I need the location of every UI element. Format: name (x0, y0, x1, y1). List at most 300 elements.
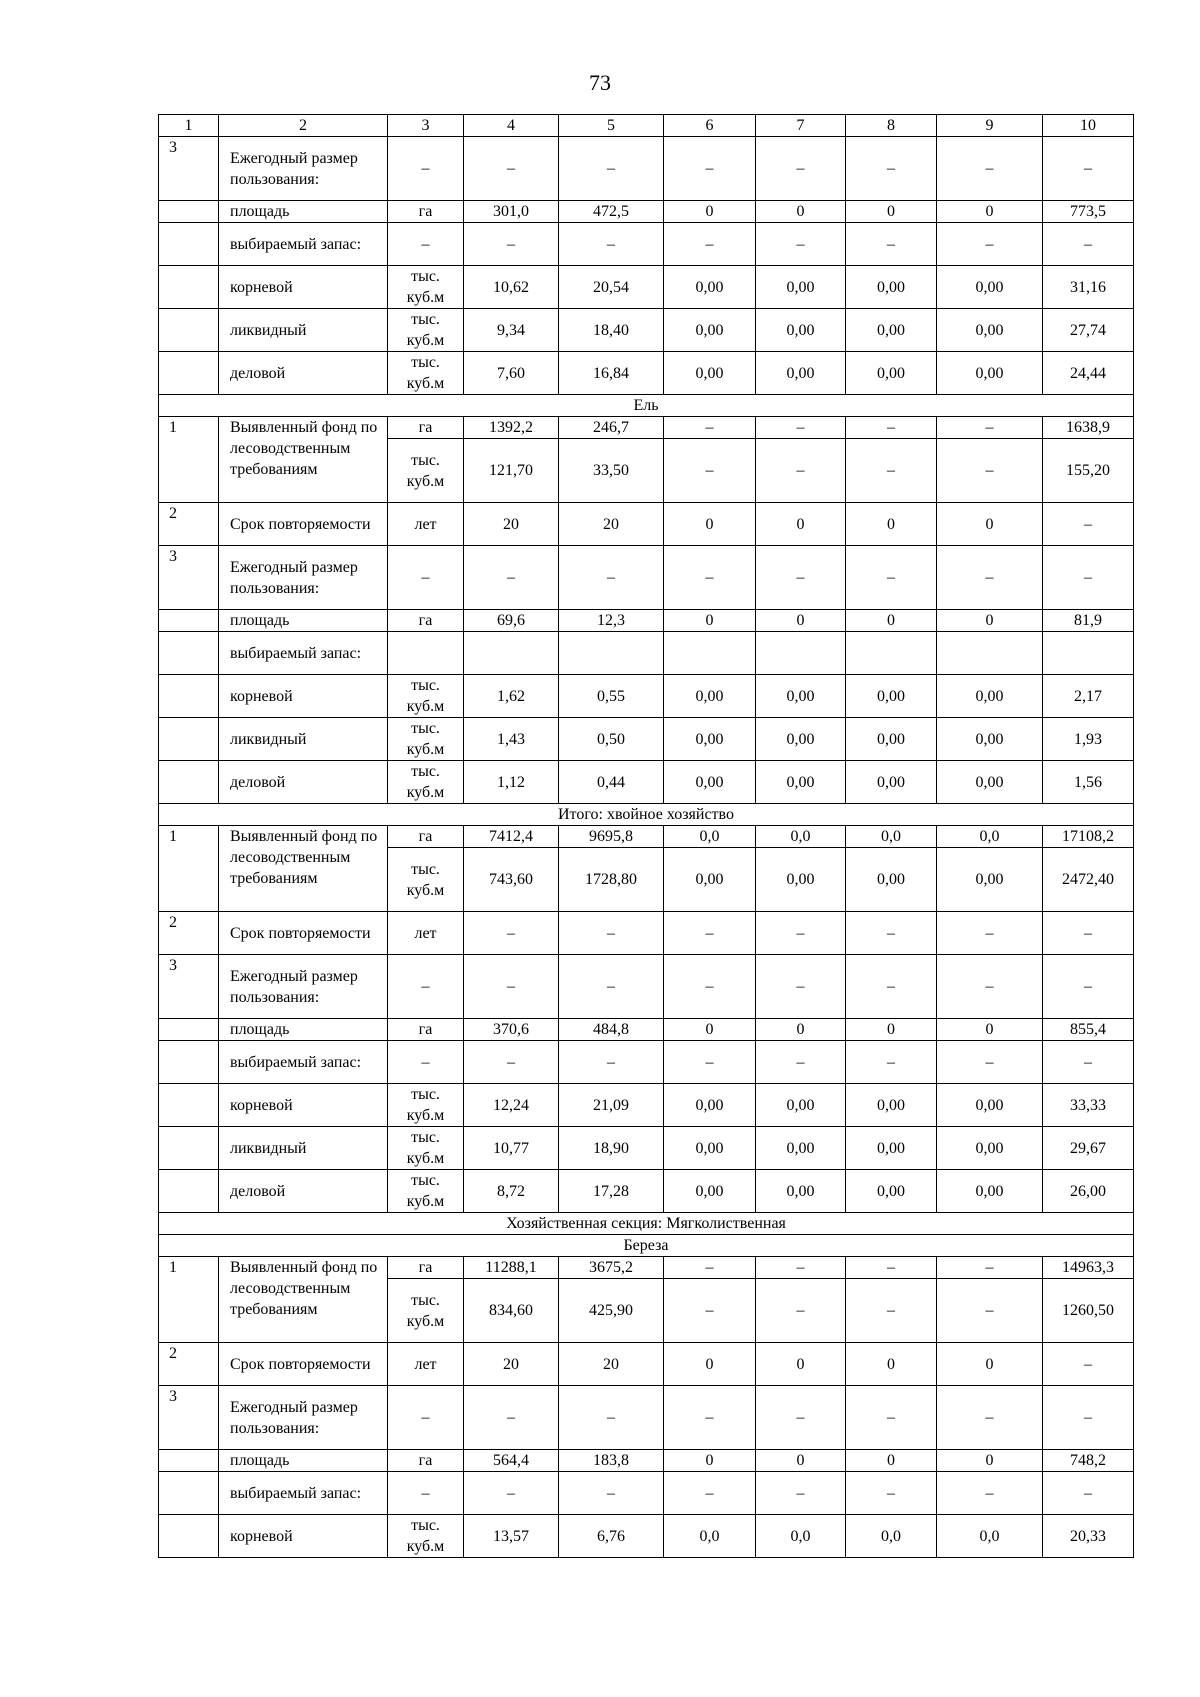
row-label-cell: площадь (219, 1450, 388, 1472)
table-row (159, 1257, 1134, 1279)
value-cell: 0,00 (937, 1170, 1043, 1213)
unit-cell: га (388, 1450, 464, 1472)
row-label-cell: корневой (219, 1515, 388, 1558)
forest-use-table (158, 114, 1134, 1558)
value-cell: 0 (664, 503, 756, 546)
value-cell: – (756, 1386, 846, 1450)
value-cell: 1728,80 (559, 848, 664, 912)
unit-cell: га (388, 610, 464, 632)
table-row (159, 826, 1134, 848)
value-cell: 0,00 (846, 848, 937, 912)
value-cell: 0 (756, 610, 846, 632)
value-cell: – (846, 912, 937, 955)
value-cell: 0,00 (846, 309, 937, 352)
row-label-cell: корневой (219, 266, 388, 309)
value-cell: 20,54 (559, 266, 664, 309)
row-label-cell: Срок повторяемости (219, 912, 388, 955)
unit-cell: тыс. куб.м (388, 266, 464, 309)
value-cell (937, 632, 1043, 675)
header-cell: 4 (464, 115, 559, 137)
value-cell: – (559, 1041, 664, 1084)
value-cell: 0 (937, 1343, 1043, 1386)
value-cell: – (664, 546, 756, 610)
row-label-cell: площадь (219, 1019, 388, 1041)
table-row (159, 137, 1134, 201)
value-cell: 1,56 (1043, 761, 1134, 804)
value-cell: – (1043, 1386, 1134, 1450)
value-cell: – (1043, 546, 1134, 610)
value-cell: 0 (846, 1450, 937, 1472)
value-cell: 183,8 (559, 1450, 664, 1472)
value-cell: 0,00 (756, 266, 846, 309)
row-number-cell: 3 (159, 1386, 219, 1450)
unit-cell: – (388, 223, 464, 266)
value-cell: 33,50 (559, 439, 664, 503)
table-row (159, 546, 1134, 610)
value-cell: – (464, 1386, 559, 1450)
value-cell: 0 (937, 503, 1043, 546)
value-cell: – (1043, 137, 1134, 201)
value-cell: 370,6 (464, 1019, 559, 1041)
row-label-cell: Ежегодный размер пользования: (219, 955, 388, 1019)
value-cell: – (846, 1257, 937, 1279)
table-row (159, 675, 1134, 718)
row-number-cell: 1 (159, 826, 219, 912)
section-row (159, 395, 1134, 417)
value-cell (756, 632, 846, 675)
section-row (159, 804, 1134, 826)
value-cell: 0,00 (846, 1127, 937, 1170)
value-cell: – (559, 1472, 664, 1515)
value-cell: – (464, 137, 559, 201)
value-cell: 1638,9 (1043, 417, 1134, 439)
value-cell: 0,00 (846, 761, 937, 804)
value-cell: 855,4 (1043, 1019, 1134, 1041)
value-cell: 33,33 (1043, 1084, 1134, 1127)
value-cell: 0 (937, 610, 1043, 632)
unit-cell: га (388, 1019, 464, 1041)
value-cell: 17,28 (559, 1170, 664, 1213)
value-cell: 0,00 (937, 266, 1043, 309)
value-cell: – (846, 1279, 937, 1343)
value-cell: 0 (664, 1450, 756, 1472)
value-cell: – (1043, 1472, 1134, 1515)
value-cell (846, 632, 937, 675)
row-number-cell: 1 (159, 1257, 219, 1343)
value-cell: 69,6 (464, 610, 559, 632)
value-cell: – (756, 1041, 846, 1084)
table-row (159, 955, 1134, 1019)
value-cell: – (846, 1041, 937, 1084)
header-cell: 10 (1043, 115, 1134, 137)
value-cell: – (559, 955, 664, 1019)
table-row (159, 1343, 1134, 1386)
header-cell: 1 (159, 115, 219, 137)
value-cell: – (756, 955, 846, 1019)
unit-cell: – (388, 546, 464, 610)
value-cell: – (846, 439, 937, 503)
row-label-cell: выбираемый запас: (219, 1472, 388, 1515)
unit-cell: – (388, 1041, 464, 1084)
value-cell: 0,00 (756, 848, 846, 912)
section-title: Ель (159, 395, 1134, 417)
unit-cell (388, 632, 464, 675)
value-cell: 20 (464, 503, 559, 546)
value-cell: 743,60 (464, 848, 559, 912)
value-cell: 9695,8 (559, 826, 664, 848)
value-cell: – (846, 955, 937, 1019)
table-row (159, 309, 1134, 352)
value-cell: 1,12 (464, 761, 559, 804)
value-cell: – (937, 1041, 1043, 1084)
row-number-cell (159, 1472, 219, 1515)
value-cell: 0,00 (664, 352, 756, 395)
value-cell: 0,00 (937, 1127, 1043, 1170)
row-label-cell: Ежегодный размер пользования: (219, 546, 388, 610)
value-cell: 748,2 (1043, 1450, 1134, 1472)
unit-cell: лет (388, 1343, 464, 1386)
row-number-cell: 3 (159, 955, 219, 1019)
unit-cell: га (388, 1257, 464, 1279)
value-cell: 0,0 (756, 1515, 846, 1558)
value-cell: 16,84 (559, 352, 664, 395)
value-cell: – (756, 1279, 846, 1343)
value-cell: – (664, 439, 756, 503)
value-cell: 9,34 (464, 309, 559, 352)
value-cell: – (464, 912, 559, 955)
value-cell: 13,57 (464, 1515, 559, 1558)
value-cell: – (937, 417, 1043, 439)
row-number-cell (159, 1450, 219, 1472)
value-cell: 17108,2 (1043, 826, 1134, 848)
value-cell: – (846, 137, 937, 201)
row-label-cell: Выявленный фонд по лесоводственным требованиям (219, 417, 388, 503)
value-cell: – (756, 546, 846, 610)
row-label-cell: ликвидный (219, 1127, 388, 1170)
header-cell: 9 (937, 115, 1043, 137)
value-cell: 0 (756, 503, 846, 546)
value-cell: 18,40 (559, 309, 664, 352)
value-cell: 155,20 (1043, 439, 1134, 503)
value-cell: 3675,2 (559, 1257, 664, 1279)
value-cell: – (937, 439, 1043, 503)
value-cell: – (559, 546, 664, 610)
row-label-cell: площадь (219, 610, 388, 632)
value-cell: 0,00 (846, 352, 937, 395)
value-cell: 246,7 (559, 417, 664, 439)
table-row (159, 761, 1134, 804)
value-cell: 0,00 (664, 309, 756, 352)
value-cell: 12,3 (559, 610, 664, 632)
row-label-cell: ликвидный (219, 718, 388, 761)
value-cell: 0,00 (664, 761, 756, 804)
row-number-cell: 2 (159, 503, 219, 546)
value-cell: – (937, 1257, 1043, 1279)
value-cell: 81,9 (1043, 610, 1134, 632)
unit-cell: лет (388, 912, 464, 955)
value-cell: 0,0 (846, 1515, 937, 1558)
table-row (159, 1386, 1134, 1450)
row-number-cell (159, 1019, 219, 1041)
row-number-cell (159, 718, 219, 761)
value-cell: 0,00 (756, 718, 846, 761)
table-row (159, 223, 1134, 266)
value-cell: – (937, 1386, 1043, 1450)
value-cell: 0,0 (937, 826, 1043, 848)
value-cell: 0,00 (937, 718, 1043, 761)
row-label-cell: Выявленный фонд по лесоводственным требованиям (219, 826, 388, 912)
value-cell: 0,00 (664, 718, 756, 761)
value-cell: – (464, 1472, 559, 1515)
unit-cell: тыс. куб.м (388, 309, 464, 352)
value-cell: – (846, 1472, 937, 1515)
unit-cell: га (388, 417, 464, 439)
value-cell: 8,72 (464, 1170, 559, 1213)
value-cell: – (937, 546, 1043, 610)
unit-cell: – (388, 137, 464, 201)
row-number-cell: 3 (159, 137, 219, 201)
value-cell: 0 (846, 1019, 937, 1041)
table-row (159, 1041, 1134, 1084)
value-cell: 0,00 (937, 1084, 1043, 1127)
unit-cell: – (388, 1386, 464, 1450)
header-cell: 7 (756, 115, 846, 137)
unit-cell: тыс. куб.м (388, 439, 464, 503)
value-cell: 0 (846, 1343, 937, 1386)
value-cell: 0,55 (559, 675, 664, 718)
value-cell: 7412,4 (464, 826, 559, 848)
value-cell: – (664, 1386, 756, 1450)
value-cell: – (664, 1257, 756, 1279)
unit-cell: тыс. куб.м (388, 1515, 464, 1558)
value-cell: – (664, 955, 756, 1019)
value-cell: 0,00 (846, 1084, 937, 1127)
row-label-cell: выбираемый запас: (219, 632, 388, 675)
value-cell: 2,17 (1043, 675, 1134, 718)
value-cell: 0 (937, 1019, 1043, 1041)
row-label-cell: выбираемый запас: (219, 223, 388, 266)
value-cell (559, 632, 664, 675)
table-row (159, 718, 1134, 761)
value-cell: 121,70 (464, 439, 559, 503)
header-cell: 2 (219, 115, 388, 137)
value-cell: – (937, 223, 1043, 266)
value-cell: 0,00 (664, 266, 756, 309)
table-row (159, 912, 1134, 955)
value-cell: 20 (559, 503, 664, 546)
row-label-cell: деловой (219, 761, 388, 804)
value-cell: – (1043, 1041, 1134, 1084)
value-cell: 425,90 (559, 1279, 664, 1343)
value-cell: 27,74 (1043, 309, 1134, 352)
value-cell: 0 (756, 1343, 846, 1386)
value-cell: 0,00 (664, 848, 756, 912)
value-cell: 0,00 (937, 352, 1043, 395)
value-cell: 0,00 (756, 761, 846, 804)
value-cell: 0,00 (756, 352, 846, 395)
value-cell: 472,5 (559, 201, 664, 223)
value-cell: – (937, 137, 1043, 201)
value-cell: 0,00 (756, 1084, 846, 1127)
value-cell: 0,00 (664, 1084, 756, 1127)
value-cell: – (464, 1041, 559, 1084)
row-number-cell (159, 266, 219, 309)
value-cell: 0 (756, 201, 846, 223)
row-number-cell (159, 632, 219, 675)
header-cell: 5 (559, 115, 664, 137)
value-cell: – (559, 912, 664, 955)
value-cell (1043, 632, 1134, 675)
value-cell: 10,77 (464, 1127, 559, 1170)
value-cell: – (1043, 223, 1134, 266)
table-row (159, 1515, 1134, 1558)
value-cell: 0 (756, 1450, 846, 1472)
value-cell: 0,00 (664, 1170, 756, 1213)
row-number-cell (159, 201, 219, 223)
value-cell: 0,00 (937, 848, 1043, 912)
value-cell: – (559, 137, 664, 201)
value-cell: – (464, 546, 559, 610)
row-label-cell: корневой (219, 675, 388, 718)
value-cell: – (756, 439, 846, 503)
value-cell: – (756, 912, 846, 955)
value-cell: 0,00 (664, 1127, 756, 1170)
value-cell: – (756, 137, 846, 201)
table-row (159, 1472, 1134, 1515)
value-cell: – (937, 1279, 1043, 1343)
row-label-cell: выбираемый запас: (219, 1041, 388, 1084)
unit-cell: – (388, 955, 464, 1019)
value-cell: – (664, 223, 756, 266)
value-cell: 0 (937, 1450, 1043, 1472)
value-cell: – (756, 223, 846, 266)
section-title: Береза (159, 1235, 1134, 1257)
value-cell: 0,00 (937, 761, 1043, 804)
row-number-cell: 2 (159, 1343, 219, 1386)
value-cell: – (664, 417, 756, 439)
value-cell: – (664, 1279, 756, 1343)
value-cell: 0 (937, 201, 1043, 223)
value-cell: 29,67 (1043, 1127, 1134, 1170)
header-cell: 3 (388, 115, 464, 137)
value-cell: – (464, 955, 559, 1019)
value-cell: – (937, 912, 1043, 955)
table-row (159, 1127, 1134, 1170)
value-cell: – (1043, 503, 1134, 546)
value-cell: 1,93 (1043, 718, 1134, 761)
unit-cell: тыс. куб.м (388, 718, 464, 761)
unit-cell: лет (388, 503, 464, 546)
table-row (159, 201, 1134, 223)
unit-cell: тыс. куб.м (388, 1084, 464, 1127)
value-cell: – (464, 223, 559, 266)
value-cell: – (756, 417, 846, 439)
section-title: Хозяйственная секция: Мягколиственная (159, 1213, 1134, 1235)
row-number-cell (159, 223, 219, 266)
row-number-cell (159, 1084, 219, 1127)
row-label-cell: Ежегодный размер пользования: (219, 137, 388, 201)
table-row (159, 1084, 1134, 1127)
value-cell: – (664, 912, 756, 955)
value-cell: 18,90 (559, 1127, 664, 1170)
table-row (159, 610, 1134, 632)
value-cell: 773,5 (1043, 201, 1134, 223)
value-cell: – (1043, 1343, 1134, 1386)
value-cell: 0,44 (559, 761, 664, 804)
header-cell: 6 (664, 115, 756, 137)
table-row (159, 503, 1134, 546)
value-cell: 834,60 (464, 1279, 559, 1343)
value-cell: 14963,3 (1043, 1257, 1134, 1279)
unit-cell: тыс. куб.м (388, 1127, 464, 1170)
value-cell: 564,4 (464, 1450, 559, 1472)
row-number-cell (159, 309, 219, 352)
table-row (159, 266, 1134, 309)
row-number-cell: 1 (159, 417, 219, 503)
unit-cell: тыс. куб.м (388, 1279, 464, 1343)
value-cell: 0,00 (846, 1170, 937, 1213)
table-row (159, 352, 1134, 395)
row-label-cell: Ежегодный размер пользования: (219, 1386, 388, 1450)
row-label-cell: Срок повторяемости (219, 503, 388, 546)
unit-cell: тыс. куб.м (388, 848, 464, 912)
value-cell (664, 632, 756, 675)
row-label-cell: ликвидный (219, 309, 388, 352)
value-cell: 7,60 (464, 352, 559, 395)
value-cell: 0,0 (846, 826, 937, 848)
value-cell: 0,00 (756, 309, 846, 352)
row-number-cell (159, 1170, 219, 1213)
value-cell: 0,00 (846, 718, 937, 761)
unit-cell: тыс. куб.м (388, 761, 464, 804)
value-cell: 20 (464, 1343, 559, 1386)
table-row (159, 632, 1134, 675)
value-cell: 31,16 (1043, 266, 1134, 309)
value-cell: 0,0 (937, 1515, 1043, 1558)
value-cell: 0,00 (937, 675, 1043, 718)
value-cell: 0 (756, 1019, 846, 1041)
row-number-cell (159, 1515, 219, 1558)
value-cell: 0 (664, 1343, 756, 1386)
value-cell: – (1043, 912, 1134, 955)
row-label-cell: Выявленный фонд по лесоводственным требованиям (219, 1257, 388, 1343)
value-cell: 0,00 (846, 266, 937, 309)
value-cell: 0,00 (756, 1127, 846, 1170)
table-row (159, 417, 1134, 439)
value-cell: – (846, 417, 937, 439)
value-cell: – (664, 1041, 756, 1084)
value-cell: 0,00 (937, 309, 1043, 352)
unit-cell: га (388, 201, 464, 223)
table-row (159, 1019, 1134, 1041)
row-number-cell (159, 675, 219, 718)
value-cell: 0,00 (756, 1170, 846, 1213)
value-cell: 6,76 (559, 1515, 664, 1558)
value-cell: 0,00 (756, 675, 846, 718)
row-label-cell: площадь (219, 201, 388, 223)
value-cell: – (756, 1472, 846, 1515)
value-cell: 0,0 (756, 826, 846, 848)
value-cell: 0 (664, 1019, 756, 1041)
value-cell: 24,44 (1043, 352, 1134, 395)
row-number-cell (159, 761, 219, 804)
value-cell: – (756, 1257, 846, 1279)
value-cell: 2472,40 (1043, 848, 1134, 912)
value-cell: 301,0 (464, 201, 559, 223)
value-cell: – (664, 137, 756, 201)
value-cell: 1,62 (464, 675, 559, 718)
unit-cell: тыс. куб.м (388, 1170, 464, 1213)
